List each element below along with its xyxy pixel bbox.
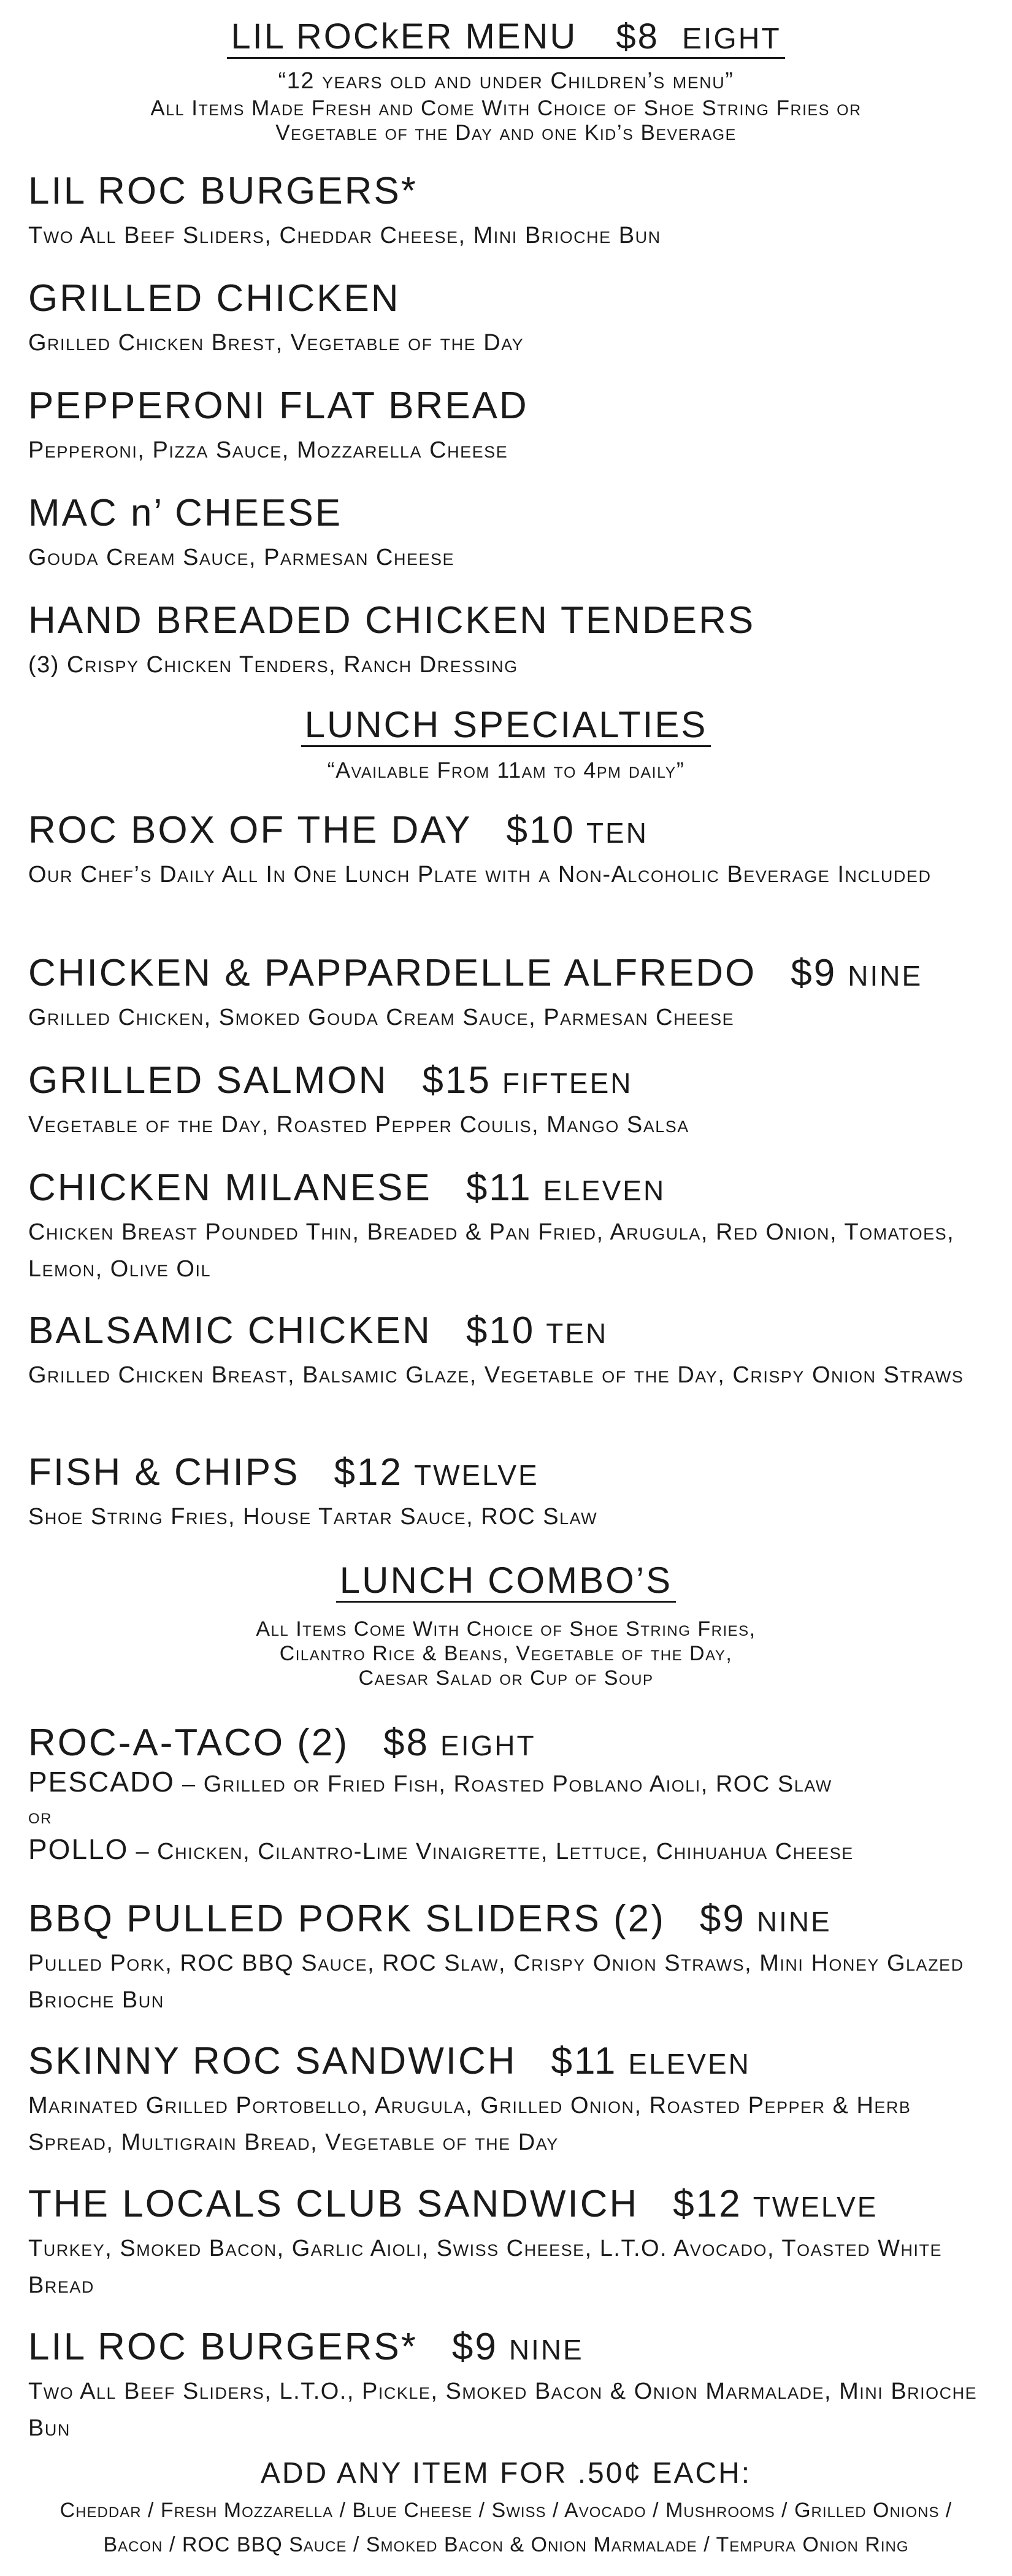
- lunch-specialties-header: [0, 705, 1012, 747]
- item-name-line: [28, 1310, 991, 1352]
- kids-menu-title-line: [227, 18, 784, 59]
- option-label: POLLO: [28, 1833, 129, 1866]
- item-price-word: TEN: [546, 1317, 608, 1349]
- item-description: Marinated Grilled Portobello, Arugula, Grilled Onion, Roasted Pepper & Herb Spread, Multigrain Bread, Vegetable of the Day: [28, 2093, 911, 2156]
- item-name-line: [28, 2041, 991, 2082]
- item-price: $12: [334, 1451, 403, 1493]
- item-description: Chicken Breast Pounded Thin, Breaded & Pan Fried, Arugula, Red Onion, Tomatoes, Lemon, Olive Oil: [28, 1219, 955, 1282]
- item-name: THE LOCALS CLUB SANDWICH: [28, 2183, 639, 2225]
- option-description: – Chicken, Cilantro-Lime Vinaigrette, Lettuce, Chihuahua Cheese: [128, 1839, 854, 1865]
- item-name-line: [28, 2183, 991, 2225]
- kids-menu-header: [0, 18, 1012, 59]
- item-description: Pepperoni, Pizza Sauce, Mozzarella Cheese: [28, 437, 508, 464]
- item-name-line: [28, 1452, 991, 1493]
- item-description: Pulled Pork, ROC BBQ Sauce, ROC Slaw, Crispy Onion Straws, Mini Honey Glazed Brioche Bun: [28, 1950, 964, 2014]
- item-price: $9: [451, 2326, 498, 2368]
- menu-item: [28, 1898, 991, 2018]
- item-description: Grilled Chicken Breast, Balsamic Glaze, Vegetable of the Day, Crispy Onion Straws: [28, 1362, 964, 1389]
- item-description: Shoe String Fries, House Tartar Sauce, ROC Slaw: [28, 1504, 598, 1530]
- taco-option-pollo: [28, 1831, 991, 1869]
- kids-menu-price: $8: [616, 17, 659, 56]
- kids-menu-price-word: EIGHT: [682, 23, 781, 55]
- item-name: HAND BREADED CHICKEN TENDERS: [28, 599, 756, 642]
- item-price-word: TWELVE: [413, 1459, 539, 1491]
- menu-item: [28, 1060, 991, 1143]
- item-description: Two All Beef Sliders, Cheddar Cheese, Mini Brioche Bun: [28, 223, 661, 249]
- item-name: LIL ROC BURGERS*: [28, 170, 418, 212]
- item-description: Vegetable of the Day, Roasted Pepper Coulis, Mango Salsa: [28, 1112, 689, 1138]
- item-price-word: FIFTEEN: [502, 1067, 633, 1099]
- item-price-word: TWELVE: [753, 2191, 878, 2223]
- lunch-specialties-title: LUNCH SPECIALTIES: [301, 705, 711, 747]
- item-description: Grilled Chicken, Smoked Gouda Cream Sauce, Parmesan Cheese: [28, 1005, 735, 1031]
- item-name: SKINNY ROC SANDWICH: [28, 2040, 517, 2082]
- menu-item: [28, 810, 991, 893]
- kids-menu-title: LIL ROCkER MENU: [231, 17, 578, 56]
- menu-item: [28, 1722, 991, 1869]
- item-name: LIL ROC BURGERS*: [28, 2326, 418, 2368]
- kids-menu-note-line-2: Vegetable of the Day and one Kid’s Beverage: [275, 121, 737, 145]
- item-description: Turkey, Smoked Bacon, Garlic Aioli, Swiss Cheese, L.T.O. Avocado, Toasted White Bread: [28, 2236, 943, 2299]
- combos-note-line-1: All Items Come With Choice of Shoe String Fries,: [256, 1617, 756, 1641]
- item-price: $11: [466, 1167, 532, 1209]
- item-price: $9: [699, 1898, 746, 1940]
- item-name-line: [28, 1722, 991, 1764]
- item-name: MAC n’ CHEESE: [28, 492, 343, 534]
- item-price-word: ELEVEN: [543, 1175, 666, 1206]
- item-price: $11: [551, 2040, 618, 2082]
- lunch-combos-title: LUNCH COMBO’S: [336, 1561, 676, 1603]
- item-description: Two All Beef Sliders, L.T.O., Pickle, Smoked Bacon & Onion Marmalade, Mini Brioche Bun: [28, 2379, 978, 2442]
- menu-item: [28, 385, 991, 469]
- menu-item: [28, 278, 991, 361]
- item-description: Grilled Chicken Brest, Vegetable of the Day: [28, 330, 524, 356]
- item-price: $10: [506, 809, 575, 851]
- taco-option-pescado: [28, 1764, 991, 1802]
- combos-note-line-2: Cilantro Rice & Beans, Vegetable of the Day,: [279, 1642, 733, 1665]
- item-description: Our Chef’s Daily All In One Lunch Plate with a Non-Alcoholic Beverage Included: [28, 862, 932, 888]
- combos-note-line-3: Caesar Salad or Cup of Soup: [358, 1666, 654, 1690]
- item-name: BBQ PULLED PORK SLIDERS (2): [28, 1898, 665, 1940]
- option-label: PESCADO: [28, 1766, 175, 1798]
- menu-item: [28, 600, 991, 683]
- item-name-line: [28, 1060, 991, 1102]
- item-price-word: TEN: [586, 817, 648, 849]
- option-description: – Grilled or Fried Fish, Roasted Poblano Aioli, ROC Slaw: [174, 1771, 832, 1798]
- item-name: FISH & CHIPS: [28, 1451, 300, 1493]
- option-separator: or: [28, 1805, 52, 1829]
- menu-item: [28, 2326, 991, 2447]
- item-name: PEPPERONI FLAT BREAD: [28, 385, 529, 427]
- item-price-word: NINE: [756, 1906, 832, 1938]
- item-name-line: [28, 1898, 991, 1940]
- item-name: GRILLED CHICKEN: [28, 277, 401, 320]
- item-description: (3) Crispy Chicken Tenders, Ranch Dressing: [28, 652, 518, 678]
- item-price-word: ELEVEN: [628, 2048, 751, 2080]
- kids-menu-age-note: “12 years old and under Children’s menu”: [278, 68, 734, 94]
- item-name: CHICKEN MILANESE: [28, 1167, 432, 1209]
- item-price-word: NINE: [848, 960, 923, 992]
- item-name-line: [28, 2326, 991, 2368]
- item-name: ROC-A-TACO (2): [28, 1722, 350, 1764]
- menu-item: [28, 1167, 991, 1287]
- item-name-line: [28, 810, 991, 851]
- menu-item: [28, 1310, 991, 1393]
- item-price: $9: [791, 952, 837, 994]
- item-price: $12: [673, 2183, 742, 2225]
- item-name: CHICKEN & PAPPARDELLE ALFREDO: [28, 952, 757, 994]
- addons-line-2: Bacon / ROC BBQ Sauce / Smoked Bacon & Onion Marmalade / Tempura Onion Ring: [103, 2533, 909, 2556]
- lunch-hours-note: “Available From 11am to 4pm daily”: [327, 757, 685, 783]
- menu-item: [28, 493, 991, 576]
- menu-item: [28, 2041, 991, 2161]
- item-name-line: [28, 1167, 991, 1209]
- item-description: Gouda Cream Sauce, Parmesan Cheese: [28, 545, 455, 571]
- item-price-word: EIGHT: [440, 1730, 536, 1761]
- menu-item: [28, 2183, 991, 2304]
- addons-line-1: Cheddar / Fresh Mozzarella / Blue Cheese / Swiss / Avocado / Mushrooms / Grilled Onions /: [59, 2499, 953, 2522]
- menu-item: [28, 953, 991, 1036]
- item-price: $15: [422, 1059, 491, 1102]
- item-name: ROC BOX OF THE DAY: [28, 809, 472, 851]
- menu-item: [28, 171, 991, 254]
- menu-item: [28, 1452, 991, 1535]
- addons-title: ADD ANY ITEM FOR .50¢ EACH:: [260, 2457, 752, 2490]
- item-price: $8: [383, 1722, 430, 1764]
- item-name: BALSAMIC CHICKEN: [28, 1309, 432, 1352]
- kids-menu-note-line-1: All Items Made Fresh and Come With Choice of Shoe String Fries or: [150, 96, 862, 120]
- lunch-combos-header: [0, 1561, 1012, 1603]
- item-price-word: NINE: [508, 2334, 584, 2366]
- item-name: GRILLED SALMON: [28, 1059, 388, 1102]
- item-name-line: [28, 953, 991, 994]
- item-price: $10: [466, 1309, 535, 1352]
